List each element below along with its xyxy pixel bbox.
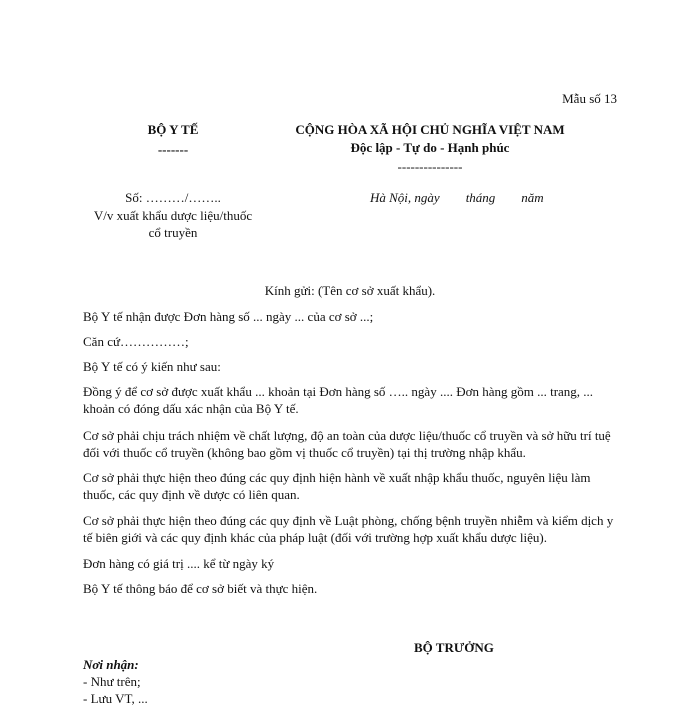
subject-line-1: V/v xuất khẩu dược liệu/thuốc bbox=[93, 208, 253, 223]
issuing-agency: BỘ Y TẾ bbox=[147, 122, 199, 137]
issuing-agency-block bbox=[118, 121, 228, 158]
recipients-heading: Nơi nhận: bbox=[83, 657, 139, 672]
national-title: CỘNG HÒA XÃ HỘI CHỦ NGHĨA VIỆT NAM bbox=[295, 122, 565, 137]
salutation: Kính gửi: (Tên cơ sở xuất khẩu). bbox=[264, 283, 436, 298]
national-motto: Độc lập - Tự do - Hạnh phúc bbox=[350, 140, 510, 155]
signer-title: BỘ TRƯỞNG bbox=[414, 640, 494, 655]
paragraph-responsibility: Cơ sở phải chịu trách nhiệm về chất lượng, độ an toàn của dược liệu/thuốc cổ truyền và sở hữu trí tuệ đối với thuốc cổ truyền (không bao gồm vị thuốc cổ truyền) tại thị trường nhập khẩu. bbox=[83, 428, 611, 460]
subject-line-2: cổ truyền bbox=[148, 225, 198, 240]
paragraph-regulations: Cơ sở phải thực hiện theo đúng các quy định hiện hành về xuất nhập khẩu thuốc, nguyên liệu làm thuốc, các quy định về dược có liên quan. bbox=[83, 470, 591, 502]
paragraph-basis: Căn cứ……………; bbox=[83, 334, 189, 349]
paragraph-received: Bộ Y tế nhận được Đơn hàng số ... ngày ... của cơ sở ...; bbox=[83, 309, 374, 324]
recipient-item: - Như trên; bbox=[83, 674, 141, 689]
paragraph-opinion-intro: Bộ Y tế có ý kiến như sau: bbox=[83, 359, 221, 374]
form-number: Mẫu số 13 bbox=[562, 91, 617, 106]
paragraph-notice: Bộ Y tế thông báo để cơ sở biết và thực hiện. bbox=[83, 581, 318, 596]
motto-separator: --------------- bbox=[397, 159, 463, 174]
paragraph-validity: Đơn hàng có giá trị .... kể từ ngày ký bbox=[83, 556, 275, 571]
place-date: Hà Nội, ngày tháng năm bbox=[370, 190, 544, 205]
national-heading-block bbox=[250, 121, 610, 175]
paragraph-quarantine: Cơ sở phải thực hiện theo đúng các quy định về Luật phòng, chống bệnh truyền nhiễm và kiểm dịch y tế biên giới và các quy định khác của pháp luật (đối với trường hợp xuất khẩu dược liệu). bbox=[83, 513, 614, 545]
document-number-block bbox=[68, 189, 278, 241]
agency-separator: ------- bbox=[157, 142, 189, 157]
document-number: Số: ………/…….. bbox=[125, 190, 221, 205]
paragraph-approval: Đồng ý để cơ sở được xuất khẩu ... khoản tại Đơn hàng số ….. ngày .... Đơn hàng gồm ... trang, ... khoản có đóng dấu xác nhận của Bộ Y tế. bbox=[83, 384, 594, 416]
recipient-item: - Lưu VT, ... bbox=[83, 691, 148, 706]
recipients-block bbox=[83, 656, 148, 707]
